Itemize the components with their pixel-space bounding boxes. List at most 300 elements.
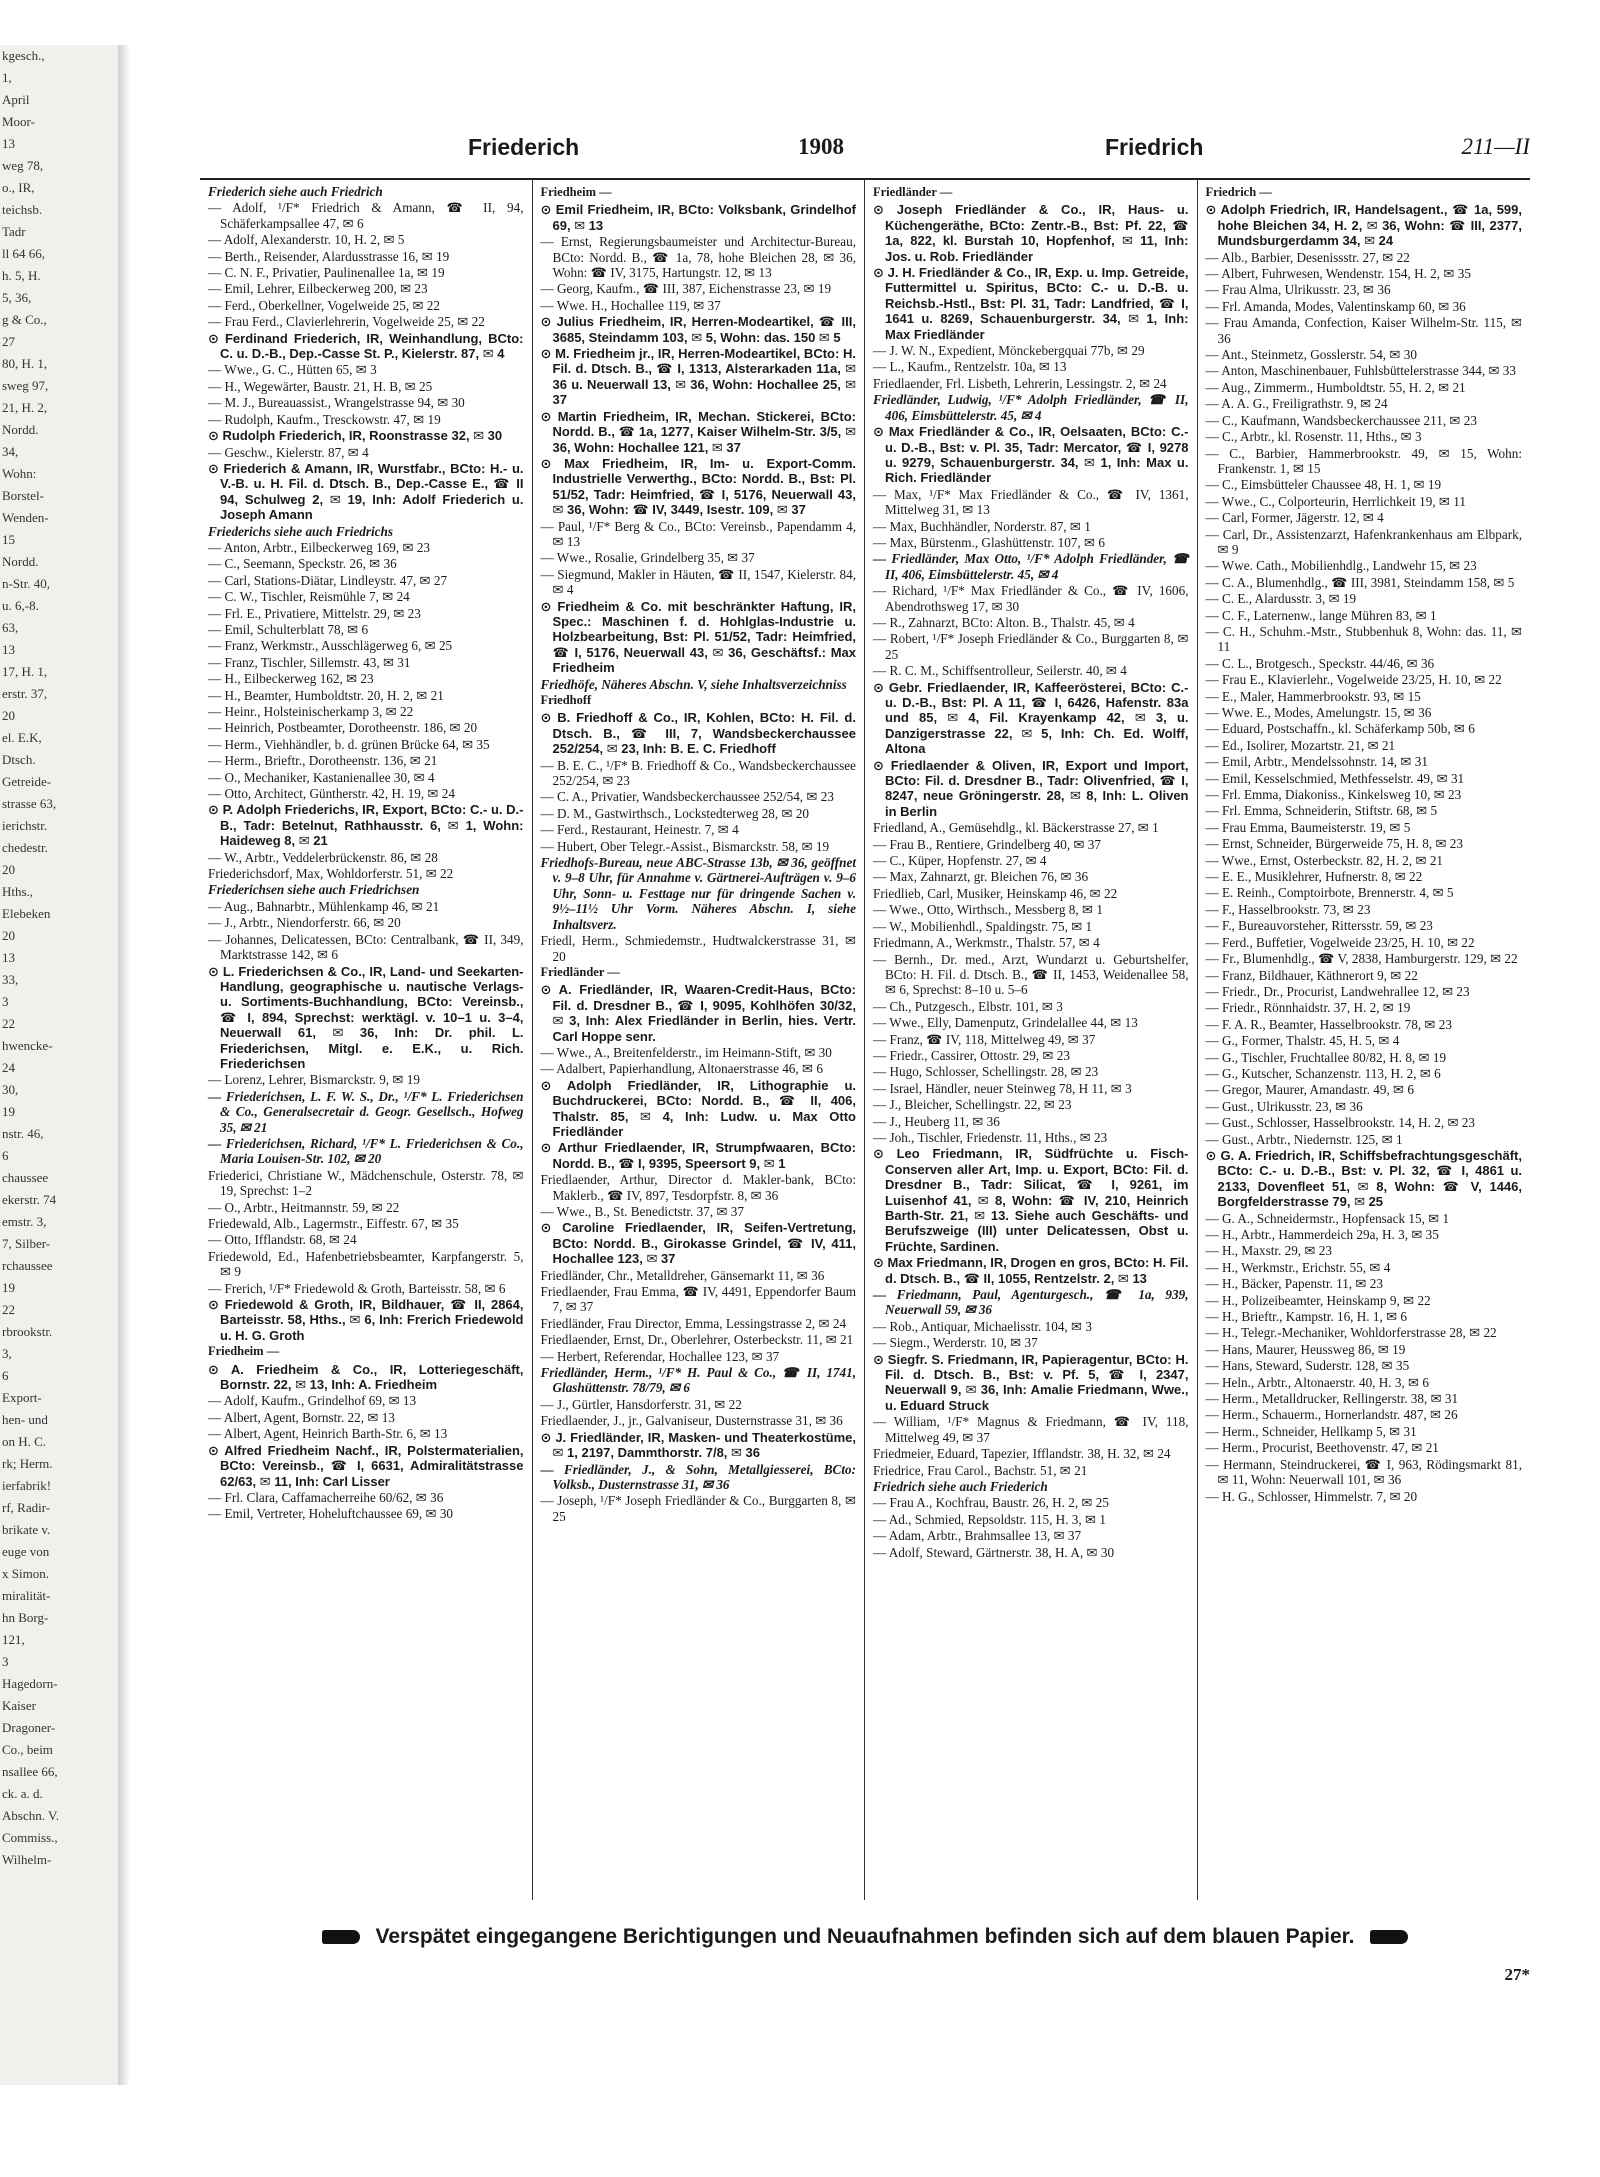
directory-entry: — Friedländer, J., & Sohn, Metallgiesserei, BCto: Volksb., Dusternstrasse 31, ✉ 36 [540,1461,856,1492]
directory-entry: — Frau E., Klavierlehr., Vogelweide 23/25, H. 10, ✉ 22 [1205,672,1502,688]
directory-entry: — C. E., Alardusstr. 3, ✉ 19 [1205,591,1357,607]
previous-page-line: u. 6,-8. [2,598,39,613]
running-header [200,130,1530,170]
previous-page-line: 27 [2,334,15,349]
previous-page-line: Tadr [2,224,26,239]
directory-entry: — Heinrich, Postbeamter, Dorotheenstr. 186, ✉ 20 [208,720,478,736]
directory-entry: — Herm., Schneider, Hellkamp 5, ✉ 31 [1205,1423,1417,1439]
directory-entry: — R., Zahnarzt, BCto: Alton. B., Thalstr. 45, ✉ 4 [873,614,1135,630]
previous-page-line: n-Str. 40, [2,576,51,591]
directory-entry: — Bernh., Dr. med., Arzt, Wundarzt u. Geburtshelfer, BCto: H. Fil. d. Dtsch. B., ☎ II, 1453, Weidenallee 58, ✉ 6, Sprechst: 8–10 u. 5–6 [873,951,1189,998]
directory-entry: — Hugo, Schlosser, Schellingstr. 28, ✉ 23 [873,1064,1099,1080]
directory-entry: — Adolf, Kaufm., Grindelhof 69, ✉ 13 [208,1393,417,1409]
directory-entry: — Albert, Agent, Heinrich Barth-Str. 6, ✉ 13 [208,1426,448,1442]
directory-entry: ⊙ Max Friedländer & Co., IR, Oelsaaten, BCto: C.- u. D.-B., Bst: v. Pl. 35, Tadr: Mercator, ☎ I, 9278 u. 9279, Schauenburgerstr. 34, ✉ 1, Inh: Max u. Rich. Friedländer [873,424,1189,486]
previous-page-line: 20 [2,928,15,943]
previous-page-line: teichsb. [2,202,43,217]
directory-entry: Friedmeier, Eduard, Tapezier, Ifflandstr. 38, H. 32, ✉ 24 [873,1446,1171,1462]
directory-entry: — Wwe., Otto, Wirthsch., Messberg 8, ✉ 1 [873,902,1103,918]
previous-page-line: 15 [2,532,15,547]
directory-entry: — O., Arbtr., Heitmannstr. 59, ✉ 22 [208,1199,400,1215]
section-heading: Friedheim — [208,1344,280,1359]
previous-page-line: 6 [2,1148,9,1163]
previous-page-line: 13 [2,136,15,151]
pointing-hand-icon [322,1930,360,1944]
header-year: 1908 [798,134,844,159]
previous-page-line: 6 [2,1368,9,1383]
directory-entry: ⊙ J. Friedländer, IR, Masken- und Theaterkostüme, ✉ 1, 2197, Dammthorstr. 7/8, ✉ 36 [540,1429,856,1461]
directory-entry: — Heln., Arbtr., Altonaerstr. 40, H. 3, ✉ 6 [1205,1374,1429,1390]
previous-page-line: 19 [2,1104,15,1119]
previous-page-line: Hagedorn- [2,1676,58,1691]
directory-entry: ⊙ Arthur Friedlaender, IR, Strumpfwaaren, BCto: Nordd. B., ☎ I, 9395, Speersort 9, ✉ 1 [540,1140,856,1171]
directory-entry: Friederichsen siehe auch Friedrichsen [208,882,420,898]
directory-entry: Friedewold, Ed., Hafenbetriebsbeamter, Karpfangerstr. 5, ✉ 9 [208,1248,524,1280]
directory-entry: — W., Arbtr., Veddelerbrückenstr. 86, ✉ 28 [208,849,438,865]
directory-page [200,130,1530,1980]
directory-entry: — Alb., Barbier, Desenissstr. 27, ✉ 22 [1205,249,1410,265]
directory-entry: — Gregor, Maurer, Amandastr. 49, ✉ 6 [1205,1082,1414,1098]
directory-entry: ⊙ Leo Friedmann, IR, Südfrüchte u. Fisch-Conserven aller Art, Imp. u. Export, BCto: Fil. d. Dresdner B., Tadr: Silicat, ☎ I, 9261, im Luisenhof 41, ✉ 8, Wohn: ☎ IV, 210, Heinrich Barth-Str. 21, ✉ 13. Siehe auch Geschäfts- und Berufszweige (III) unter Delicatessen, Obst u. Früchte, Sardinen. [873,1146,1189,1254]
directory-entry: — Siegm., Werderstr. 10, ✉ 37 [873,1335,1038,1351]
directory-entry: — Frl. Clara, Caffamacherreihe 60/62, ✉ 36 [208,1489,444,1505]
directory-entry: — H., Wegewärter, Baustr. 21, H. B, ✉ 25 [208,378,433,394]
directory-entry: — Herm., Procurist, Beethovenstr. 47, ✉ 21 [1205,1440,1439,1456]
directory-entry: Friedhofs-Bureau, neue ABC-Strasse 13b, ✉ 36, geöffnet v. 9–8 Uhr, für Annahme v. Gärtnerei-Aufträgen v. 9–6 Uhr, Sonn- u. Festtage nur für dringende Sachen v. 9½–11½ Uhr Vorm. Näheres Abschn. I, siehe Inhaltsverz. [540,855,856,932]
pointing-hand-icon [1370,1930,1408,1944]
directory-entry: — Emil, Schulterblatt 78, ✉ 6 [208,621,369,637]
directory-entry: — Emil, Arbtr., Mendelssohnstr. 14, ✉ 31 [1205,754,1428,770]
previous-page-line: Nordd. [2,422,39,437]
previous-page-line: ierfabrik! [2,1478,52,1493]
previous-page-line: kgesch., [2,48,45,63]
directory-entry: — Gust., Schlosser, Hasselbrookstr. 14, H. 2, ✉ 23 [1205,1115,1475,1131]
directory-entry: Friedrice, Frau Carol., Bachstr. 51, ✉ 21 [873,1462,1088,1478]
column-3 [865,180,1198,1900]
directory-entry: — Adolf, Alexanderstr. 10, H. 2, ✉ 5 [208,232,405,248]
previous-page-line: g & Co., [2,312,47,327]
directory-entry: — Wwe. H., Hochallee 119, ✉ 37 [540,297,721,313]
directory-entry: — Joh., Tischler, Friedenstr. 11, Hths., ✉ 23 [873,1129,1108,1145]
previous-page-line: hwencke- [2,1038,53,1053]
previous-page-line: rchaussee [2,1258,53,1273]
directory-entry: — Frau Ferd., Clavierlehrerin, Vogelweide 25, ✉ 22 [208,314,485,330]
directory-entry: — M. J., Bureauassist., Wrangelstrasse 94, ✉ 30 [208,395,465,411]
previous-page-line: 19 [2,1280,15,1295]
previous-page-line: 20 [2,862,15,877]
directory-entry: — Carl, Dr., Assistenzarzt, Hafenkrankenhaus am Elbpark, ✉ 9 [1205,526,1522,557]
directory-entry: — C., Kaufmann, Wandsbeckerchaussee 211, ✉ 23 [1205,412,1477,428]
directory-entry: — Max, ¹/F* Max Friedländer & Co., ☎ IV, 1361, Mittelweg 31, ✉ 13 [873,486,1189,518]
directory-entry: — Friedländer, Max Otto, ¹/F* Adolph Friedländer, ☎ II, 406, Eimsbüttelerstr. 45, ✉ 4 [873,551,1189,582]
previous-page-line: 33, [2,972,19,987]
directory-entry: — H., Telegr.-Mechaniker, Wohldorferstrasse 28, ✉ 22 [1205,1325,1497,1341]
previous-page-line: miralität- [2,1588,51,1603]
directory-entry: — F., Hasselbrookstr. 73, ✉ 23 [1205,901,1371,917]
previous-page-line: weg 78, [2,158,44,173]
directory-entry: — Wwe., Ernst, Osterbeckstr. 82, H. 2, ✉ 21 [1205,852,1444,868]
directory-entry: Friedlaender, Ernst, Dr., Oberlehrer, Osterbeckstr. 11, ✉ 21 [540,1332,854,1348]
directory-entry: — H., Eilbeckerweg 162, ✉ 23 [208,671,374,687]
directory-entry: — Frerich, ¹/F* Friedewold & Groth, Barteisstr. 58, ✉ 6 [208,1280,506,1296]
directory-entry: — Hans, Maurer, Heussweg 86, ✉ 19 [1205,1341,1406,1357]
previous-page-line: Moor- [2,114,35,129]
directory-entry: — Frau Alma, Ulrikusstr. 23, ✉ 36 [1205,282,1391,298]
directory-entry: — B. E. C., ¹/F* B. Friedhoff & Co., Wandsbeckerchaussee 252/254, ✉ 23 [540,757,856,789]
directory-entry: — Carl, Stations-Diätar, Lindleystr. 47, ✉ 27 [208,572,448,588]
directory-entry: — H., Maxstr. 29, ✉ 23 [1205,1243,1332,1259]
directory-entry: ⊙ Julius Friedheim, IR, Herren-Modeartikel, ☎ III, 3685, Steindamm 103, ✉ 5, Wohn: das. 150 ✉ 5 [540,314,856,345]
directory-entry: Friedl, Herm., Schmiedemstr., Hudtwalckerstrasse 31, ✉ 20 [540,933,856,964]
directory-entry: ⊙ G. A. Friedrich, IR, Schiffsbefrachtungsgeschäft, BCto: C.- u. D.-B., Bst: v. Pl. 32, ☎ I, 4861 u. 2133, Dovenfleet 51, ✉ 8, Wohn: ☎ V, 1446, Borgfelderstrasse 79, ✉ 25 [1205,1147,1522,1210]
directory-entry: — Wwe., C., Colporteurin, Herrlichkeit 19, ✉ 11 [1205,493,1466,509]
directory-entry: — Adolf, ¹/F* Friedrich & Amann, ☎ II, 94, Schäferkampsallee 47, ✉ 6 [208,200,524,231]
directory-entry: Friedländer, Frau Director, Emma, Lessingstrasse 2, ✉ 24 [540,1315,847,1331]
directory-entry: ⊙ P. Adolph Friederichs, IR, Export, BCto: C.- u. D.-B., Tadr: Betelnut, Rathhausstr. 6, ✉ 1, Wohn: Haideweg 8, ✉ 21 [208,802,524,849]
previous-page-line: Abschn. V. [2,1808,59,1823]
directory-entry: — Wwe., B., St. Benedictstr. 37, ✉ 37 [540,1204,744,1219]
directory-entry: — Frau Emma, Baumeisterstr. 19, ✉ 5 [1205,819,1411,835]
directory-entry: — Robert, ¹/F* Joseph Friedländer & Co., Burggarten 8, ✉ 25 [873,631,1189,662]
previous-page-line: 34, [2,444,19,459]
previous-page-line: 22 [2,1016,15,1031]
directory-entry: — Friederichsen, L. F. W. S., Dr., ¹/F* L. Friederichsen & Co., Generalsecretair d. Geogr. Gesellsch., Hofweg 35, ✉ 21 [208,1088,524,1135]
directory-entry: — Herm., Viehhändler, b. d. grünen Brücke 64, ✉ 35 [208,736,490,752]
directory-entry: — Ch., Putzgesch., Elbstr. 101, ✉ 3 [873,998,1063,1014]
directory-entry: — Franz, ☎ IV, 118, Mittelweg 49, ✉ 37 [873,1031,1096,1047]
directory-entry: ⊙ Gebr. Friedlaender, IR, Kaffeerösterei, BCto: C.- u. D.-B., Bst: Pl. A 11, ☎ I, 6426, Hafenstr. 83a und 85, ✉ 4, Fil. Krayenkamp 42, ✉ 3, u. Danzigerstrasse 22, ✉ 5, Inh: Ch. Ed. Wolff, Altona [873,679,1189,757]
directory-entry: — O., Mechaniker, Kastanienallee 30, ✉ 4 [208,769,435,785]
directory-entry: Friederichs siehe auch Friedrichs [208,523,394,539]
previous-page-line: chedestr. [2,840,48,855]
directory-entry: — C. A., Blumenhdlg., ☎ III, 3981, Steindamm 158, ✉ 5 [1205,574,1515,590]
directory-entry: — Frau B., Rentiere, Grindelberg 40, ✉ 37 [873,836,1101,852]
section-heading: Friedheim — [540,185,612,199]
directory-entry: — Max, Zahnarzt, gr. Bleichen 76, ✉ 36 [873,869,1089,885]
directory-entry: ⊙ Adolph Friedrich, IR, Handelsagent., ☎ 1a, 599, hohe Bleichen 34, H. 2, ✉ 36, Wohn: ☎ III, 2377, Mundsburgerdamm 34, ✉ 24 [1205,202,1522,249]
directory-entry: — H. G., Schlosser, Himmelstr. 7, ✉ 20 [1205,1488,1418,1504]
directory-entry: — Herm., Schauerm., Hornerlandstr. 487, ✉ 26 [1205,1407,1458,1423]
previous-page-line: Export- [2,1390,42,1405]
directory-entry: — Rudolph, Kaufm., Tresckowstr. 47, ✉ 19 [208,411,441,427]
previous-page-line: sweg 97, [2,378,49,393]
footer-notice-text: Verspätet eingegangene Berichtigungen und Neuaufnahmen befinden sich auf dem blauen Papier. [375,1925,1355,1948]
previous-page-line: o., IR, [2,180,35,195]
directory-entry: — A. A. G., Freiligrathstr. 9, ✉ 24 [1205,396,1388,412]
directory-entry: — Adam, Arbtr., Brahmsallee 13, ✉ 37 [873,1528,1082,1544]
directory-entry: — L., Kaufm., Rentzelstr. 10a, ✉ 13 [873,359,1067,375]
directory-entry: — Adalbert, Papierhandlung, Altonaerstrasse 46, ✉ 6 [540,1061,823,1077]
directory-entry: — E. Reinh., Comptoirbote, Brennerstr. 4, ✉ 5 [1205,885,1454,901]
directory-entry: — F., Bureauvorsteher, Rittersstr. 59, ✉ 23 [1205,918,1433,934]
section-heading: Friedhoff [540,693,592,707]
directory-entry: ⊙ Max Friedmann, IR, Drogen en gros, BCto: H. Fil. d. Dtsch. B., ☎ II, 1055, Rentzelstr. 2, ✉ 13 [873,1255,1189,1286]
directory-entry: ⊙ Friederich & Amann, IR, Wurstfabr., BCto: H.- u. V.-B. u. H. Fil. d. Dtsch. B., Dep.-Casse E., ☎ II 94, Schulweg 2, ✉ 19, Inh: Adolf Friederich u. Joseph Amann [208,460,524,523]
directory-entry: Friedlieb, Carl, Musiker, Heinskamp 46, ✉ 22 [873,885,1118,901]
directory-entry: — Hermann, Steindruckerei, ☎ I, 963, Rödingsmarkt 81, ✉ 11, Wohn: Neuerwall 101, ✉ 36 [1205,1456,1522,1488]
directory-entry: — Ernst, Regierungsbaumeister und Architectur-Bureau, BCto: Nordd. B., ☎ 1a, 78, hohe Bleichen 28, ✉ 36, Wohn: ☎ IV, 3175, Hartungstr. 12, ✉ 13 [540,234,856,281]
previous-page-line: 13 [2,642,15,657]
column-1 [200,180,533,1900]
directory-entry: — Emil, Lehrer, Eilbeckerweg 200, ✉ 23 [208,281,428,297]
previous-page-line: ll 64 66, [2,246,45,261]
directory-entry: — Albert, Agent, Bornstr. 22, ✉ 13 [208,1409,395,1425]
directory-entry: — W., Mobilienhdl., Spaldingstr. 75, ✉ 1 [873,918,1093,934]
previous-page-line: Borstel- [2,488,44,503]
directory-entry: — Franz, Werkmstr., Ausschlägerweg 6, ✉ 25 [208,638,453,654]
directory-entry: — Rob., Antiquar, Michaelisstr. 104, ✉ 3 [873,1318,1092,1334]
directory-entry: — Max, Bürstenm., Glashüttenstr. 107, ✉ 6 [873,534,1105,550]
directory-entry: ⊙ Ferdinand Friederich, IR, Weinhandlung, BCto: C. u. D.-B., Dep.-Casse St. P., Kielerstr. 87, ✉ 4 [208,330,524,362]
directory-entry: — C. N. F., Privatier, Paulinenallee 1a, ✉ 19 [208,265,445,281]
directory-entry: — H., Bäcker, Papenstr. 11, ✉ 23 [1205,1276,1383,1292]
directory-entry: — H., Werkmstr., Erichstr. 55, ✉ 4 [1205,1259,1391,1275]
directory-entry: Friedhöfe, Näheres Abschn. V, siehe Inhaltsverzeichniss [540,676,847,692]
directory-entry: ⊙ Max Friedheim, IR, Im- u. Export-Comm. Industrielle Verwerthg., BCto: Nordd. B., Bst: Pl. 51/52, Tadr: Heimfried, ☎ I, 5176, Neuerwall 43, ✉ 36, Wohn: ☎ IV, 3449, Isestr. 109, ✉ 37 [540,455,856,518]
footer-notice [200,1925,1530,1959]
directory-entry: — William, ¹/F* Magnus & Friedmann, ☎ IV, 118, Mittelweg 49, ✉ 37 [873,1414,1189,1445]
previous-page-line: brikate v. [2,1522,51,1537]
previous-page-line: nstr. 46, [2,1126,44,1141]
previous-page-line: rk; Herm. [2,1456,53,1471]
directory-entry: — C. W., Tischler, Reismühle 7, ✉ 24 [208,589,410,605]
directory-entry: — Wwe., Rosalie, Grindelberg 35, ✉ 37 [540,550,755,566]
directory-entry: Friedrich siehe auch Friederich [873,1478,1048,1494]
directory-entry: — Ferd., Restaurant, Heinestr. 7, ✉ 4 [540,822,739,838]
previous-page-line: April [2,92,30,107]
previous-page-line: Wenden- [2,510,49,525]
previous-page-line: Wohn: [2,466,37,481]
header-right-word: Friedrich [1105,134,1204,160]
directory-entry: — Friedr., Rönnhaidstr. 37, H. 2, ✉ 19 [1205,1000,1411,1016]
directory-entry: — Geschw., Kielerstr. 87, ✉ 4 [208,444,369,460]
directory-entry: Friedländer, Ludwig, ¹/F* Adolph Friedländer, ☎ II, 406, Eimsbüttelerstr. 45, ✉ 4 [873,392,1189,423]
previous-page-line: Commiss., [2,1830,58,1845]
directory-entry: Friedland, A., Gemüsehdlg., kl. Bäckerstrasse 27, ✉ 1 [873,820,1159,836]
previous-page-line: Co., beim [2,1742,53,1757]
directory-entry: — J., Gürtler, Hansdorferstr. 31, ✉ 22 [540,1396,742,1412]
previous-page-line: nsallee 66, [2,1764,58,1779]
directory-entry: — Wwe., A., Breitenfelderstr., im Heimann-Stift, ✉ 30 [540,1044,832,1060]
directory-entry: — Heinr., Holsteinischerkamp 3, ✉ 22 [208,704,414,719]
previous-page-line: 1, [2,70,12,85]
previous-page-line: hen- und [2,1412,48,1427]
directory-entry: — Aug., Zimmerm., Humboldtstr. 55, H. 2, ✉ 21 [1205,379,1466,395]
directory-entry: — J., Heuberg 11, ✉ 36 [873,1113,1000,1129]
previous-page-line: 3 [2,1654,9,1669]
directory-entry: Friedlaender, Frau Emma, ☎ IV, 4491, Eppendorfer Baum 7, ✉ 37 [540,1284,856,1315]
previous-page-line: strasse 63, [2,796,57,811]
directory-entry: — Friedr., Dr., Procurist, Landwehrallee 12, ✉ 23 [1205,983,1470,999]
directory-entry: — E. E., Musiklehrer, Hufnerstr. 8, ✉ 22 [1205,869,1423,885]
directory-entry: — H., Polizeibeamter, Heinskamp 9, ✉ 22 [1205,1292,1431,1308]
previous-page-line: 21, H. 2, [2,400,48,415]
section-heading: Friedländer — [873,185,953,199]
directory-entry: — Fr., Blumenhdlg., ☎ V, 2838, Hamburgerstr. 129, ✉ 22 [1205,951,1518,967]
directory-entry: — Ant., Steinmetz, Gosslerstr. 54, ✉ 30 [1205,347,1417,363]
directory-entry: — C., Barbier, Hammerbrookstr. 49, ✉ 15, Wohn: Frankenstr. 1, ✉ 15 [1205,445,1522,476]
directory-entry: Friederici, Christiane W., Mädchenschule, Osterstr. 78, ✉ 19, Sprechst: 1–2 [208,1167,524,1199]
previous-page-line: Dtsch. [2,752,36,767]
directory-entry: — G., Tischler, Fruchtallee 80/82, H. 8, ✉ 19 [1205,1049,1447,1065]
directory-entry: — Friedr., Cassirer, Ottostr. 29, ✉ 23 [873,1047,1070,1063]
directory-entry: — C., Seemann, Speckstr. 26, ✉ 36 [208,556,397,572]
directory-entry: — Franz, Bildhauer, Käthnerort 9, ✉ 22 [1205,967,1418,983]
directory-entry: — Frau Amanda, Confection, Kaiser Wilhelm-Str. 115, ✉ 36 [1205,315,1522,346]
directory-entry: — C. F., Laternenw., lange Mühren 83, ✉ 1 [1205,607,1437,623]
directory-entry: — G., Kutscher, Schanzenstr. 113, H. 2, ✉ 6 [1205,1065,1441,1081]
directory-entry: ⊙ M. Friedheim jr., IR, Herren-Modeartikel, BCto: H. Fil. d. Dtsch. B., ☎ I, 1313, Alsterarkaden 11a, ✉ 36 u. Neuerwall 13, ✉ 36, Wohn: Hochallee 25, ✉ 37 [540,346,856,408]
directory-entry: Friedmann, A., Werkmstr., Thalstr. 57, ✉ 4 [873,935,1100,951]
directory-entry: — Ferd., Buffetier, Vogelweide 23/25, H. 10, ✉ 22 [1205,934,1475,950]
header-page-number: 211—II [1461,134,1530,159]
directory-entry: Friedewald, Alb., Lagermstr., Eiffestr. 67, ✉ 35 [208,1216,459,1231]
previous-page-line: h. 5, H. [2,268,41,283]
directory-entry: Friedländer, Chr., Metalldreher, Gänsemarkt 11, ✉ 36 [540,1267,825,1283]
directory-entry: ⊙ Friedlaender & Oliven, IR, Export und Import, BCto: Fil. d. Dresdner B., Tadr: Olivenfried, ☎ I, 8247, neue Gröningerstr. 28, ✉ 8, Inh: L. Oliven in Berlin [873,757,1189,819]
directory-entry: Friedländer, Herm., ¹/F* H. Paul & Co., ☎ II, 1741, Glashüttenstr. 78/79, ✉ 6 [540,1365,856,1396]
previous-page-line: Elebeken [2,906,51,921]
previous-page-line: Nordd. [2,554,39,569]
previous-page-line: 7, Silber- [2,1236,51,1251]
directory-entry: ⊙ Joseph Friedländer & Co., IR, Haus- u. Küchengeräthe, BCto: Zentr.-B., Bst: Pf. 22, ☎ 1a, 822, kl. Burstah 10, Hopfenhof, ✉ 11, Inh: Jos. u. Rob. Friedländer [873,202,1189,264]
directory-entry: — Gust., Ulrikusstr. 23, ✉ 36 [1205,1098,1363,1114]
previous-page-line: euge von [2,1544,50,1559]
previous-page-line: Getreide- [2,774,52,789]
directory-entry: ⊙ Adolph Friedländer, IR, Lithographie u. Buchdruckerei, BCto: Nordd. B., ☎ II, 406, Thalstr. 85, ✉ 4, Inh: Ludw. u. Max Otto Friedländer [540,1077,856,1139]
directory-entry: — Berth., Reisender, Alardusstrasse 16, ✉ 19 [208,248,450,264]
directory-entry: — C., Küper, Hopfenstr. 27, ✉ 4 [873,853,1047,869]
previous-page-line: x Simon. [2,1566,49,1581]
previous-page-line: 20 [2,708,15,723]
directory-entry: — Frau A., Kochfrau, Baustr. 26, H. 2, ✉ 25 [873,1495,1109,1511]
directory-entry: — C. L., Brotgesch., Speckstr. 44/46, ✉ 36 [1205,655,1435,671]
directory-entry: — Richard, ¹/F* Max Friedländer & Co., ☎ IV, 1606, Abendrothsweg 17, ✉ 30 [873,583,1189,614]
previous-page-line: Kaiser [2,1698,36,1713]
previous-page-line: 3, [2,1346,12,1361]
directory-entry: — Adolf, Steward, Gärtnerstr. 38, H. A, ✉ 30 [873,1544,1115,1560]
directory-entry: — F. A. R., Beamter, Hasselbrookstr. 78, ✉ 23 [1205,1016,1452,1032]
directory-entry: — H., Arbtr., Hammerdeich 29a, H. 3, ✉ 35 [1205,1227,1439,1242]
directory-entry: — Herm., Brieftr., Dorotheenstr. 136, ✉ 21 [208,753,438,769]
directory-entry: — Frl. E., Privatiere, Mittelstr. 29, ✉ 23 [208,605,421,621]
directory-entry: ⊙ Siegfr. S. Friedmann, IR, Papieragentur, BCto: H. Fil. d. Dtsch. B., Bst: v. Pf. 5, ☎ I, 2347, Neuerwall 9, ✉ 36, Inh: Amalie Friedmann, Wwe., u. Eduard Struck [873,1351,1189,1413]
directory-entry: — Herm., Metalldrucker, Rellingerstr. 38, ✉ 31 [1205,1391,1459,1407]
directory-entry: — Friedmann, Paul, Agenturgesch., ☎ 1a, 939, Neuerwall 59, ✉ 36 [873,1287,1189,1318]
previous-page-line: 30, [2,1082,19,1097]
directory-entry: — C. H., Schuhm.-Mstr., Stubbenhuk 8, Wohn: das. 11, ✉ 11 [1205,623,1522,655]
directory-entry: ⊙ A. Friedländer, IR, Waaren-Credit-Haus, BCto: Fil. d. Dresdner B., ☎ I, 9095, Kohlhöfen 30/32, ✉ 3, Inh: Alex Friedländer in Berlin, hies. Vertr. Carl Hoppe senr. [540,982,856,1044]
directory-entry: Friederichsdorf, Max, Wohldorferstr. 51, ✉ 22 [208,866,454,882]
directory-entry: — Ad., Schmied, Repsoldstr. 115, H. 3, ✉ 1 [873,1511,1106,1527]
directory-entry: — H., Beamter, Humboldtstr. 20, H. 2, ✉ 21 [208,687,444,703]
previous-page-line: 80, H. 1, [2,356,48,371]
directory-entry: — Lorenz, Lehrer, Bismarckstr. 9, ✉ 19 [208,1072,420,1088]
previous-page-line: ekerstr. 74 [2,1192,57,1207]
directory-columns [200,178,1530,1900]
directory-entry: — Anton, Arbtr., Eilbeckerweg 169, ✉ 23 [208,539,431,555]
directory-entry: — Ed., Isolirer, Mozartstr. 21, ✉ 21 [1205,737,1396,753]
previous-page-line: 121, [2,1632,25,1647]
directory-entry: — Anton, Maschinenbauer, Fuhlsbüttelerstrasse 344, ✉ 33 [1205,363,1516,379]
directory-entry: ⊙ L. Friederichsen & Co., IR, Land- und Seekarten-Handlung, geographische u. nautische Verlags- u. Sortiments-Buchhandlung, BCto: Vereinsb., ☎ I, 894, Sprechst: werktägl. v. 10–1 u. 3–4, Neuerwall 61, ✉ 36, Inh: Dr. phil. L. Friederichsen, Mitgl. e. E.K., u. Rich. Friederichsen [208,963,524,1071]
directory-entry: — Otto, Ifflandstr. 68, ✉ 24 [208,1232,357,1248]
directory-entry: — Hubert, Ober Telegr.-Assist., Bismarckstr. 58, ✉ 19 [540,838,830,854]
directory-entry: ⊙ Caroline Friedlaender, IR, Seifen-Vertretung, BCto: Nordd. B., Girokasse Grindel, ☎ IV, 411, Hochallee 123, ✉ 37 [540,1220,856,1267]
directory-entry: — R. C. M., Schiffsentrolleur, Seilerstr. 40, ✉ 4 [873,663,1127,679]
directory-entry: — J., Arbtr., Niendorferstr. 66, ✉ 20 [208,915,401,931]
previous-page-line: 22 [2,1302,15,1317]
previous-page-line: 17, H. 1, [2,664,48,679]
directory-entry: — Wwe. E., Modes, Amelungstr. 15, ✉ 36 [1205,705,1432,720]
directory-entry: — Wwe. Cath., Mobilienhdlg., Landwehr 15, ✉ 23 [1205,558,1477,574]
previous-page-line: 13 [2,950,15,965]
column-4 [1198,180,1531,1900]
directory-entry: — G., Former, Thalstr. 45, H. 5, ✉ 4 [1205,1033,1400,1049]
directory-entry: Friedlaender, J., jr., Galvaniseur, Dusternstrasse 31, ✉ 36 [540,1413,843,1429]
directory-entry: Friederich siehe auch Friedrich [208,184,383,199]
directory-entry: — H., Brieftr., Kampstr. 16, H. 1, ✉ 6 [1205,1309,1408,1325]
previous-page-line: erstr. 37, [2,686,48,701]
previous-page-line: Wilhelm- [2,1852,52,1867]
directory-entry: — J., Bleicher, Schellingstr. 22, ✉ 23 [873,1097,1072,1113]
directory-entry: — Aug., Bahnarbtr., Mühlenkamp 46, ✉ 21 [208,898,440,914]
directory-entry: — C. A., Privatier, Wandsbeckerchaussee 252/54, ✉ 23 [540,789,834,805]
previous-page-line: 63, [2,620,19,635]
page-number: 27* [1504,1965,1530,1980]
previous-page-line: chaussee [2,1170,49,1185]
directory-entry: — Herbert, Referendar, Hochallee 123, ✉ 37 [540,1348,780,1364]
previous-page-line: 24 [2,1060,15,1075]
directory-entry: Friedlaender, Frl. Lisbeth, Lehrerin, Lessingstr. 2, ✉ 24 [873,375,1167,391]
directory-entry: — E., Maler, Hammerbrookstr. 93, ✉ 15 [1205,688,1421,704]
directory-entry: ⊙ Alfred Friedheim Nachf., IR, Polstermaterialien, BCto: Vereinsb., ☎ I, 6631, Admiralitätstrasse 62/63, ✉ 11, Inh: Carl Lisser [208,1442,524,1489]
directory-entry: — Frl. Emma, Schneiderin, Stiftstr. 68, ✉ 5 [1205,803,1438,819]
directory-entry: — Gust., Arbtr., Niedernstr. 125, ✉ 1 [1205,1131,1403,1147]
book-gutter [118,45,130,2085]
directory-entry: — Wwe., G. C., Hütten 65, ✉ 3 [208,362,377,378]
directory-entry: — Max, Buchhändler, Norderstr. 87, ✉ 1 [873,518,1091,534]
directory-entry: — Paul, ¹/F* Berg & Co., BCto: Vereinsb., Papendamm 4, ✉ 13 [540,518,856,549]
previous-page-line: el. E.K, [2,730,42,745]
previous-page-line: ck. a. d. [2,1786,43,1801]
previous-page-line: rbrookstr. [2,1324,53,1339]
previous-page-line: ierichstr. [2,818,48,833]
previous-page-line: Dragoner- [2,1720,56,1735]
previous-page-line: rf, Radir- [2,1500,51,1515]
directory-entry: — Siegmund, Makler in Häuten, ☎ II, 1547, Kielerstr. 84, ✉ 4 [540,566,856,598]
directory-entry: — Emil, Kesselschmied, Methfesselstr. 49, ✉ 31 [1205,770,1465,786]
directory-entry: — Albert, Fuhrwesen, Wendenstr. 154, H. 2, ✉ 35 [1205,266,1471,282]
directory-entry: — Wwe., Elly, Damenputz, Grindelallee 44, ✉ 13 [873,1015,1138,1031]
previous-page-line: 5, 36, [2,290,32,305]
directory-entry: — Friederichsen, Richard, ¹/F* L. Friederichsen & Co., Maria Louisen-Str. 102, ✉ 20 [208,1135,524,1167]
previous-page-line: 3 [2,994,9,1009]
directory-entry: ⊙ Martin Friedheim, IR, Mechan. Stickerei, BCto: Nordd. B., ☎ 1a, 1277, Kaiser Wilhelm-Str. 3/5, ✉ 36, Wohn: Hochallee 121, ✉ 37 [540,408,856,455]
directory-entry: ⊙ Friedheim & Co. mit beschränkter Haftung, IR, Spec.: Maschinen f. d. Hohlglas-Industrie u. Holzbearbeitung, Bst: Pl. 51/52, Tadr: Heimfried, ☎ I, 5176, Neuerwall 43, ✉ 36, Geschäftsf.: Max Friedheim [540,598,856,676]
section-heading: Friedrich — [1205,185,1272,199]
previous-page-edge [0,45,121,2085]
directory-entry: — Joseph, ¹/F* Joseph Friedländer & Co., Burggarten 8, ✉ 25 [540,1493,856,1524]
directory-entry: Friedlaender, Arthur, Director d. Makler-bank, BCto: Maklerb., ☎ IV, 897, Tesdorpfstr. 8, ✉ 36 [540,1172,856,1203]
directory-entry: — Franz, Tischler, Sillemstr. 43, ✉ 31 [208,654,411,670]
directory-entry: — Emil, Vertreter, Hoheluftchaussee 69, ✉ 30 [208,1506,454,1522]
previous-page-line: Hths., [2,884,34,899]
directory-entry: — C., Arbtr., kl. Rosenstr. 11, Hths., ✉ 3 [1205,429,1422,445]
column-2 [533,180,866,1900]
directory-entry: — Hans, Steward, Suderstr. 128, ✉ 35 [1205,1358,1410,1374]
previous-page-line: emstr. 3, [2,1214,47,1229]
